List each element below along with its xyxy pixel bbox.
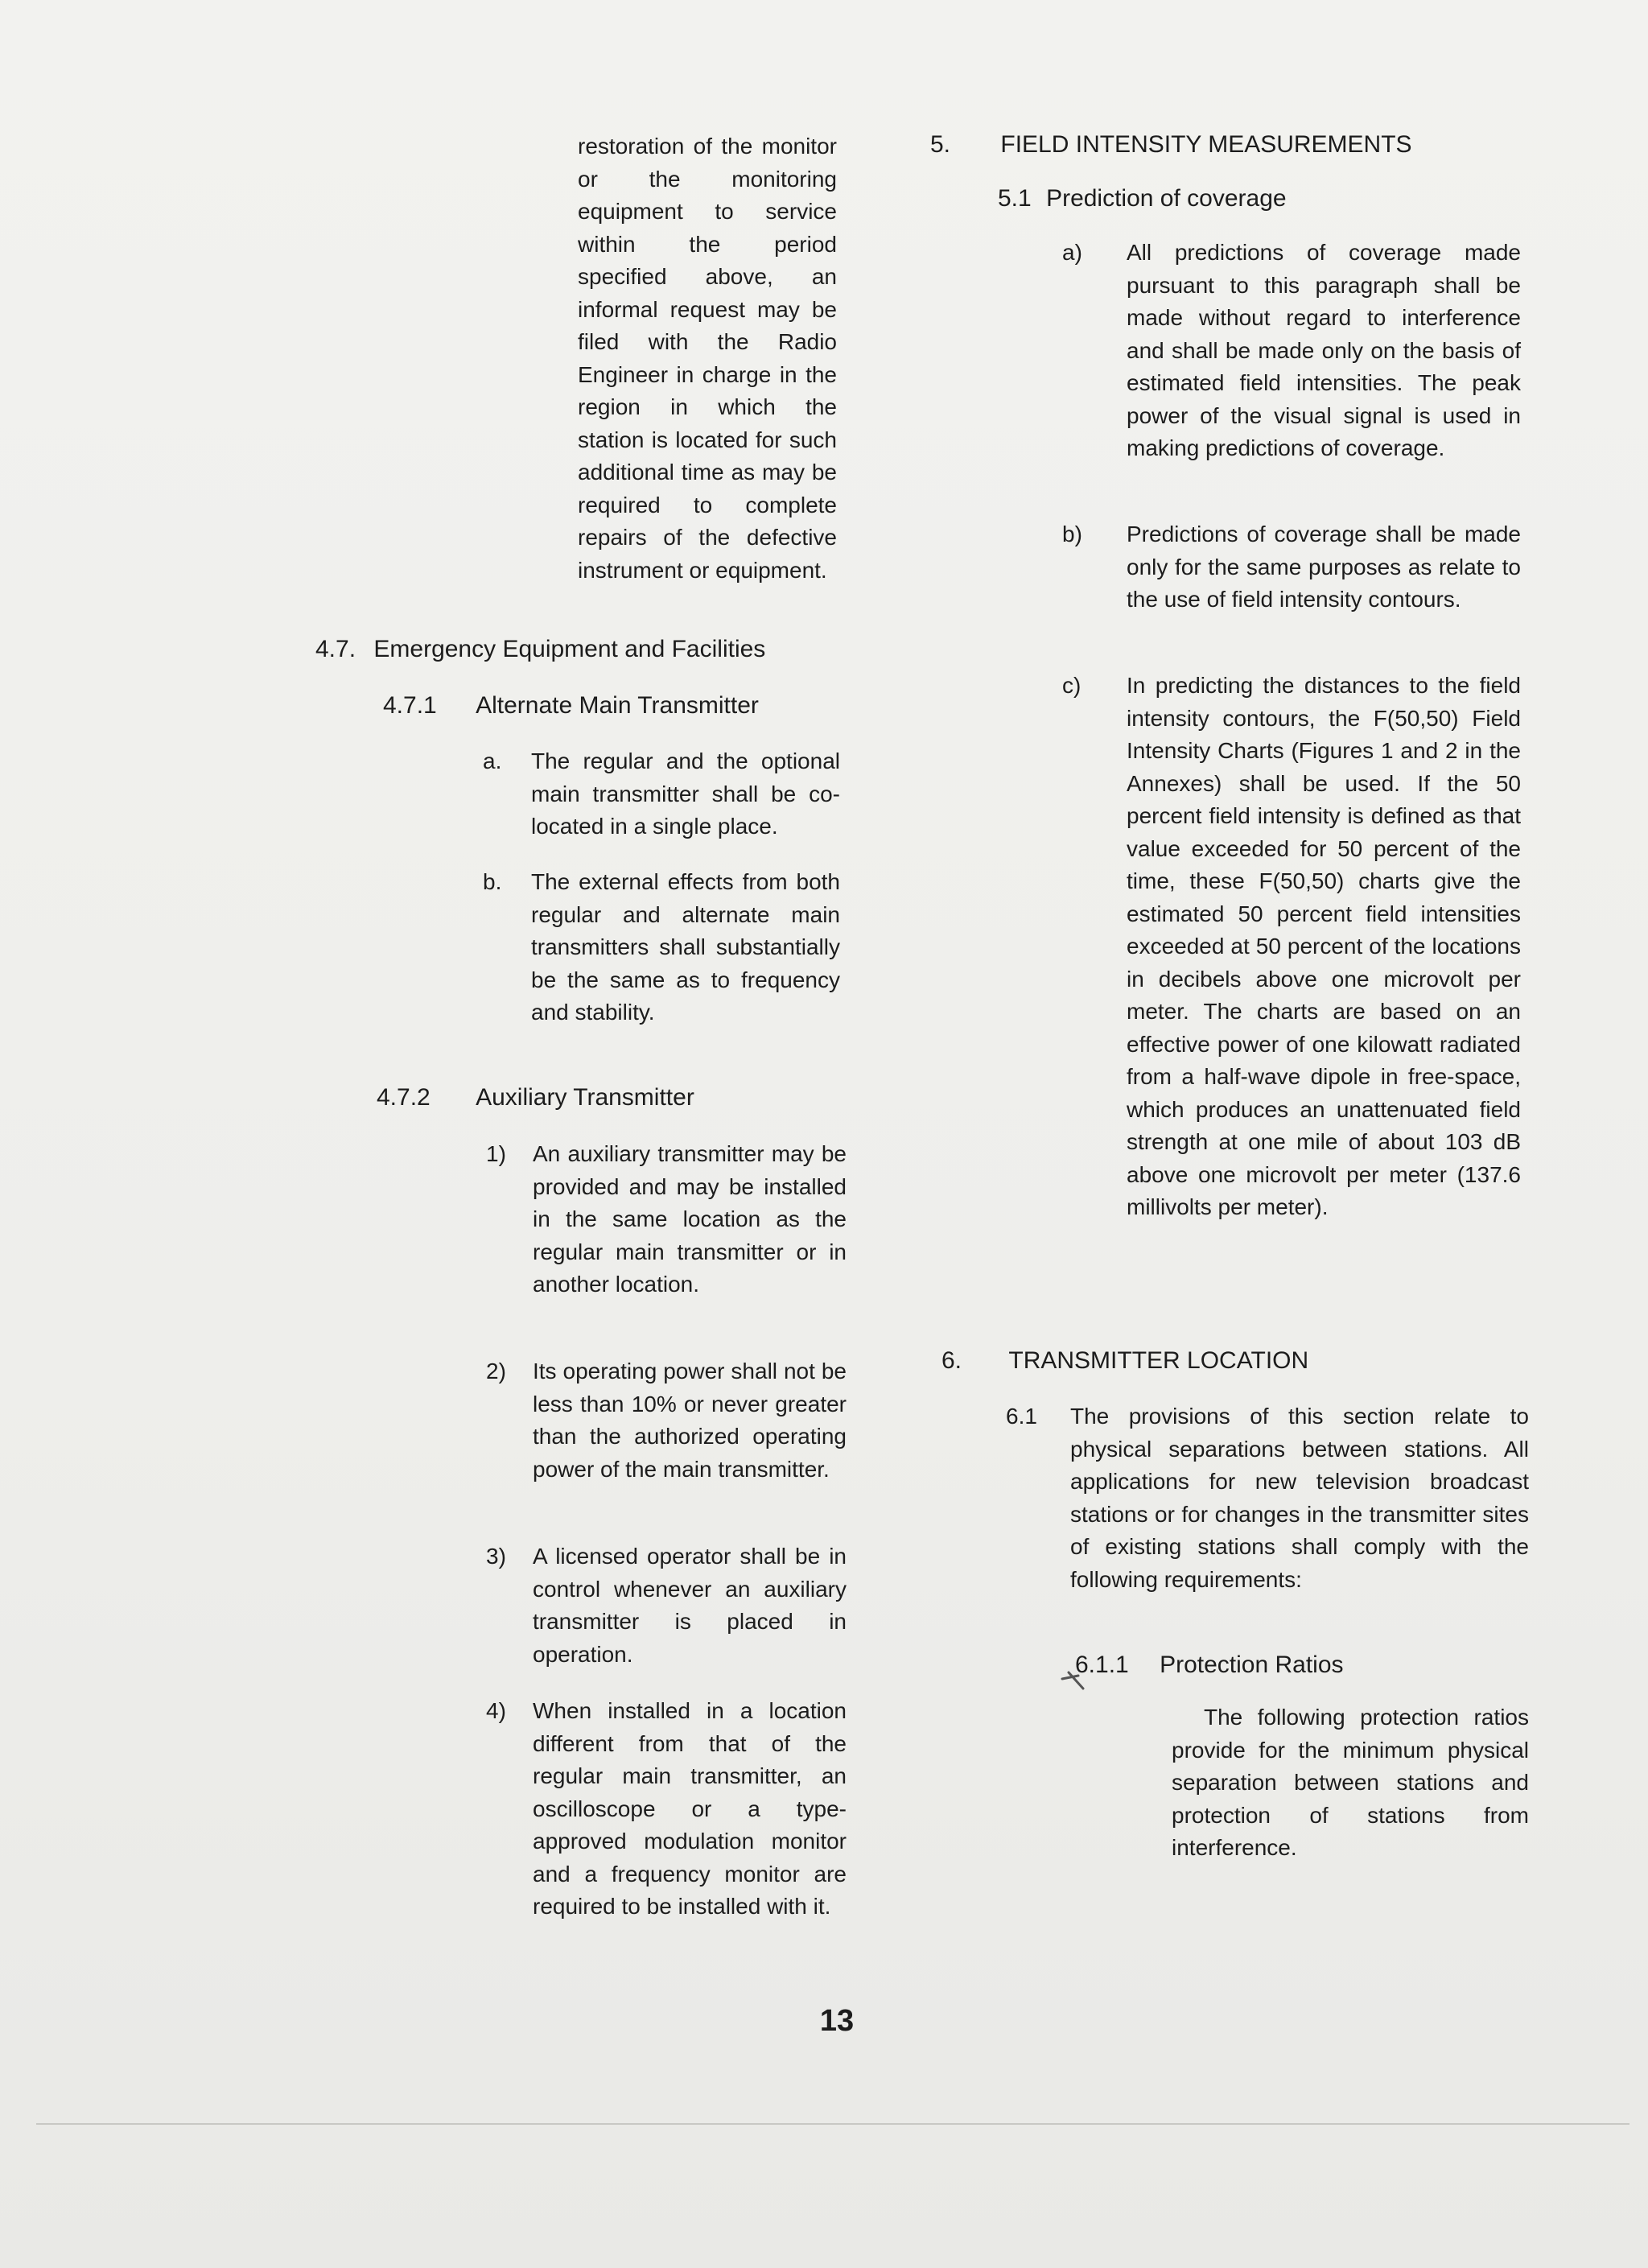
section-6-1-text: The provisions of this section relate to physical separations between stations. All applications for new television broadcast stations or for changes in the transmitter sites of existing stations shall comply with the following requirements:	[1070, 1404, 1529, 1592]
prediction-item-c-text: In predicting the distances to the field intensity contours, the F(50,50) Field Intensity Charts (Figures 1 and 2 in the Annexes) shall be used. If the 50 percent field intensity is defined as that value exceeded for 50 percent of the time, these F(50,50) charts give the estimated 50 percent field intensities exceeded at 50 percent of the locations in decibels above one microvolt per meter. The charts are based on an effective power of one kilowatt radiated from a half-wave dipole in free-space, which produces an unattenuated field strength at one mile of about 103 dB above one microvolt per meter (137.6 millivolts per meter).	[1127, 673, 1521, 1219]
list-item-3	[486, 1540, 847, 1671]
section-4-7-1-number: 4.7.1	[383, 692, 437, 719]
section-6-number: 6.	[941, 1347, 962, 1374]
prediction-item-b-label: b)	[1062, 522, 1082, 546]
list-item-4-text: When installed in a location different from that of the regular main transmitter, an oscilloscope or a type-approved modulation monitor and a frequency monitor are required to be installed with it.	[533, 1698, 847, 1919]
section-6-1-1-heading	[1075, 1648, 1558, 1682]
list-item-4-label: 4)	[486, 1698, 506, 1723]
section-4-7-number: 4.7.	[315, 636, 356, 662]
section-6-1-number: 6.1	[1006, 1404, 1037, 1429]
page-number: 13	[819, 2004, 855, 2038]
pen-mark-icon	[1061, 1668, 1093, 1692]
prediction-item-c	[1062, 670, 1521, 1224]
section-6-1-1-text: The following protection ratios provide for the minimum physical separation between stations and protection of stations from interference.	[1172, 1705, 1529, 1860]
list-item-a-text: The regular and the optional main transmitter shall be co-located in a single place.	[531, 748, 840, 839]
section-6-1	[1006, 1400, 1529, 1596]
section-4-7-1-title: Alternate Main Transmitter	[476, 692, 759, 719]
section-4-7-2-number: 4.7.2	[377, 1084, 431, 1111]
list-item-2-label: 2)	[486, 1359, 506, 1383]
list-item-2-text: Its operating power shall not be less than 10% or never greater than the authorized operating power of the main transmitter.	[533, 1359, 847, 1482]
prediction-item-b	[1062, 518, 1521, 616]
section-6-1-1-number: 6.1.1	[1075, 1652, 1129, 1678]
section-5-title: FIELD INTENSITY MEASUREMENTS	[1000, 131, 1412, 158]
list-item-1	[486, 1138, 847, 1301]
list-item-2	[486, 1355, 847, 1486]
section-5-1-heading	[998, 182, 1561, 216]
prediction-item-a	[1062, 237, 1521, 465]
section-5-1-number: 5.1	[998, 185, 1032, 212]
list-item-3-label: 3)	[486, 1544, 506, 1569]
section-6-1-1-title: Protection Ratios	[1160, 1652, 1344, 1678]
prediction-item-a-text: All predictions of coverage made pursuant to this paragraph shall be made without regard to interference and shall be made only on the basis of estimated field intensities. The peak power of the visual signal is used in making predictions of coverage.	[1127, 240, 1521, 460]
section-4-7-1-heading	[383, 689, 866, 723]
list-item-b-label: b.	[483, 869, 502, 894]
section-4-7-2-heading	[377, 1081, 859, 1115]
list-item-4	[486, 1695, 847, 1924]
list-item-a	[483, 745, 840, 843]
list-item-b	[483, 866, 840, 1029]
list-item-a-label: a.	[483, 748, 502, 773]
prediction-item-c-label: c)	[1062, 673, 1082, 698]
section-4-7-2-title: Auxiliary Transmitter	[476, 1084, 694, 1111]
list-item-3-text: A licensed operator shall be in control whenever an auxiliary transmitter is placed in operation.	[533, 1544, 847, 1667]
prediction-item-b-text: Predictions of coverage shall be made only for the same purposes as relate to the use of field intensity contours.	[1127, 522, 1521, 612]
list-item-1-text: An auxiliary transmitter may be provided and may be installed in the same location as the regular main transmitter or in another location.	[533, 1141, 847, 1297]
section-5-number: 5.	[930, 131, 951, 158]
bottom-divider	[36, 2123, 1629, 2125]
restoration-paragraph: restoration of the monitor or the monitoring equipment to service within the period specified above, an informal request may be filed with the Radio Engineer in charge in the region in which the station is located for such additional time as may be required to complete repairs of the defective instrument or equipment.	[578, 134, 837, 583]
section-5-1-title: Prediction of coverage	[1046, 185, 1287, 212]
prediction-item-a-label: a)	[1062, 240, 1082, 265]
section-6-title: TRANSMITTER LOCATION	[1008, 1347, 1309, 1374]
section-4-7-title: Emergency Equipment and Facilities	[373, 636, 766, 662]
section-4-7-heading	[315, 633, 863, 666]
section-6-heading	[941, 1344, 1585, 1378]
list-item-b-text: The external effects from both regular and alternate main transmitters shall substantially be the same as to frequency and stability.	[531, 869, 840, 1025]
list-item-1-label: 1)	[486, 1141, 506, 1166]
section-5-heading	[930, 128, 1574, 162]
